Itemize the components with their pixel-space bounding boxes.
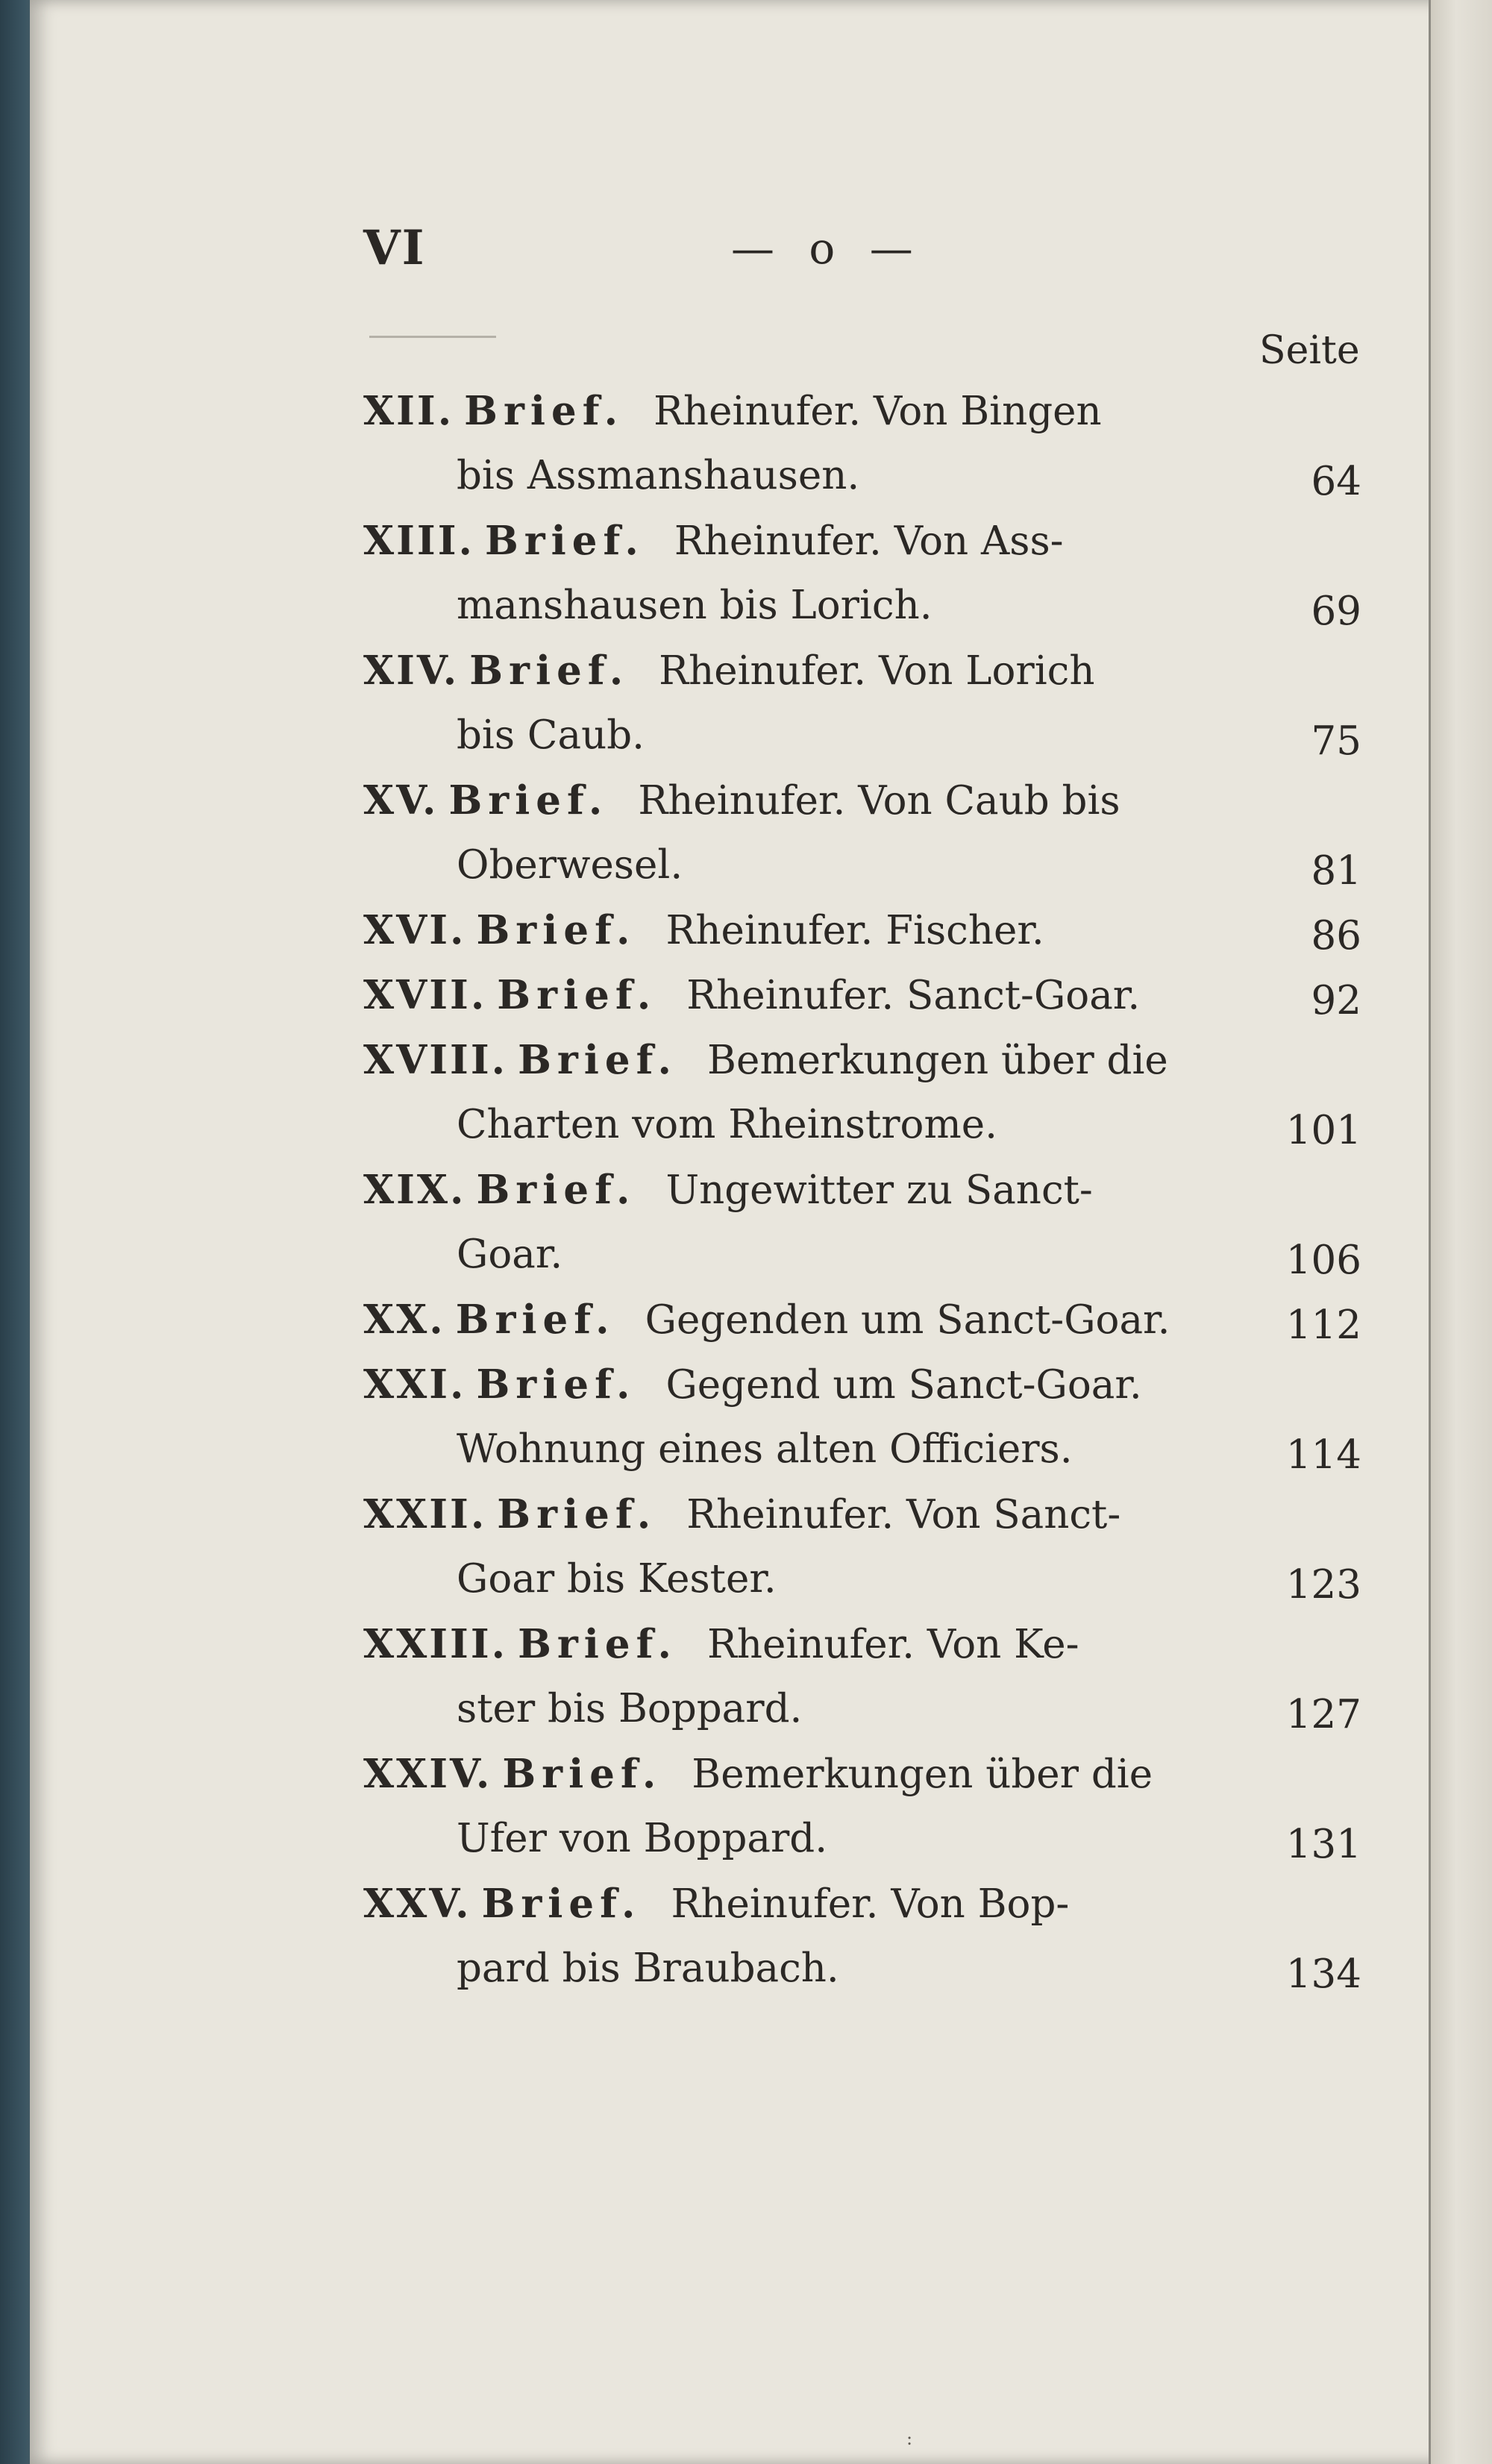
page-number: 123: [1285, 1562, 1361, 1608]
letter-number: XXII.: [363, 1491, 487, 1537]
entry-continuation: Goar bis Kester.: [457, 1556, 777, 1602]
letter-label: Brief.: [497, 972, 657, 1018]
entry-continuation: Oberwesel.: [457, 842, 683, 888]
entry-heading-line: [363, 1167, 1093, 1213]
letter-number: XIII.: [363, 518, 474, 564]
page-number: 75: [1311, 718, 1361, 764]
entry-heading-line: [363, 1361, 1142, 1408]
entry-title: Rheinufer. Von Ass-: [674, 518, 1064, 564]
entry-heading-line: [363, 518, 1064, 564]
letter-number: XXIV.: [363, 1751, 492, 1797]
letter-label: Brief.: [497, 1491, 657, 1537]
entry-heading-line: [363, 777, 1120, 824]
page-number: 101: [1285, 1108, 1361, 1153]
entry-title: Rheinufer. Sanct-Goar.: [686, 973, 1141, 1018]
page-number: 86: [1311, 913, 1361, 959]
page-number: 114: [1285, 1432, 1361, 1478]
letter-number: XXIII.: [363, 1621, 508, 1667]
letter-number: XIX.: [363, 1167, 466, 1213]
page-number: 112: [1285, 1302, 1361, 1348]
entry-title: Rheinufer. Von Lorich: [659, 648, 1095, 694]
page-numeral: VI: [363, 220, 426, 276]
letter-label: Brief.: [502, 1751, 662, 1797]
entry-title: Bemerkungen über die: [707, 1038, 1168, 1083]
page-number: 81: [1311, 848, 1361, 894]
page-number: 127: [1285, 1692, 1361, 1737]
head-ornament: — o —: [731, 223, 924, 274]
entry-heading-line: [363, 1037, 1168, 1083]
entry-heading-line: [363, 1491, 1120, 1537]
entry-heading-line: [363, 907, 1044, 953]
page-number: 134: [1285, 1952, 1361, 1997]
letter-label: Brief.: [464, 388, 624, 434]
page-column-header: Seite: [1259, 328, 1360, 373]
page-number: 69: [1311, 589, 1361, 634]
page-number: 106: [1285, 1238, 1361, 1283]
letter-number: XII.: [363, 388, 454, 434]
letter-label: Brief.: [476, 907, 636, 953]
book-page: [30, 0, 1451, 2464]
letter-number: XVI.: [363, 907, 466, 953]
entry-title: Bemerkungen über die: [692, 1752, 1153, 1797]
letter-label: Brief.: [518, 1621, 678, 1667]
entry-title: Gegend um Sanct-Goar.: [665, 1362, 1142, 1408]
entry-continuation: bis Caub.: [457, 712, 645, 758]
entry-continuation: pard bis Braubach.: [457, 1946, 839, 1991]
running-head: [30, 220, 1451, 287]
page-number: 92: [1311, 978, 1361, 1023]
next-page-edge: [1429, 0, 1492, 2464]
letter-label: Brief.: [476, 1167, 636, 1213]
letter-number: XIV.: [363, 648, 460, 694]
letter-label: Brief.: [484, 518, 645, 564]
letter-label: Brief.: [476, 1361, 636, 1408]
entry-title: Ungewitter zu Sanct-: [665, 1167, 1093, 1213]
entry-continuation: bis Assmanshausen.: [457, 453, 860, 498]
entry-continuation: manshausen bis Lorich.: [457, 583, 932, 628]
entry-title: Rheinufer. Von Bingen: [653, 389, 1102, 434]
letter-label: Brief.: [469, 648, 630, 694]
letter-number: XVIII.: [363, 1037, 508, 1083]
letter-label: Brief.: [481, 1881, 642, 1927]
letter-number: XX.: [363, 1297, 445, 1343]
letter-label: Brief.: [455, 1297, 615, 1343]
entry-heading-line: [363, 1881, 1069, 1927]
entry-title: Rheinufer. Von Sanct-: [686, 1492, 1121, 1537]
footer-mark: :: [906, 2428, 913, 2449]
entry-heading-line: [363, 1621, 1079, 1667]
letter-label: Brief.: [518, 1037, 678, 1083]
entry-heading-line: [363, 1751, 1153, 1797]
entry-heading-line: [363, 388, 1102, 434]
entry-continuation: ster bis Boppard.: [457, 1686, 803, 1731]
letter-number: XXV.: [363, 1881, 471, 1927]
entry-title: Gegenden um Sanct-Goar.: [645, 1297, 1170, 1343]
letter-number: XVII.: [363, 972, 487, 1018]
entry-heading-line: [363, 1297, 1170, 1343]
header-rule: [369, 336, 496, 338]
page-number: 64: [1311, 459, 1361, 504]
page-number: 131: [1285, 1822, 1361, 1867]
entry-title: Rheinufer. Von Ke-: [707, 1622, 1079, 1667]
entry-continuation: Ufer von Boppard.: [457, 1816, 828, 1861]
letter-number: XXI.: [363, 1361, 466, 1408]
entry-title: Rheinufer. Fischer.: [665, 908, 1044, 953]
letter-label: Brief.: [448, 777, 609, 824]
entry-continuation: Wohnung eines alten Officiers.: [457, 1426, 1073, 1472]
entry-heading-line: [363, 648, 1095, 694]
entry-title: Rheinufer. Von Bop-: [671, 1881, 1070, 1927]
entry-continuation: Goar.: [457, 1232, 563, 1277]
letter-number: XV.: [363, 777, 439, 824]
entry-title: Rheinufer. Von Caub bis: [638, 778, 1120, 824]
entry-continuation: Charten vom Rheinstrome.: [457, 1102, 997, 1147]
entry-heading-line: [363, 972, 1140, 1018]
